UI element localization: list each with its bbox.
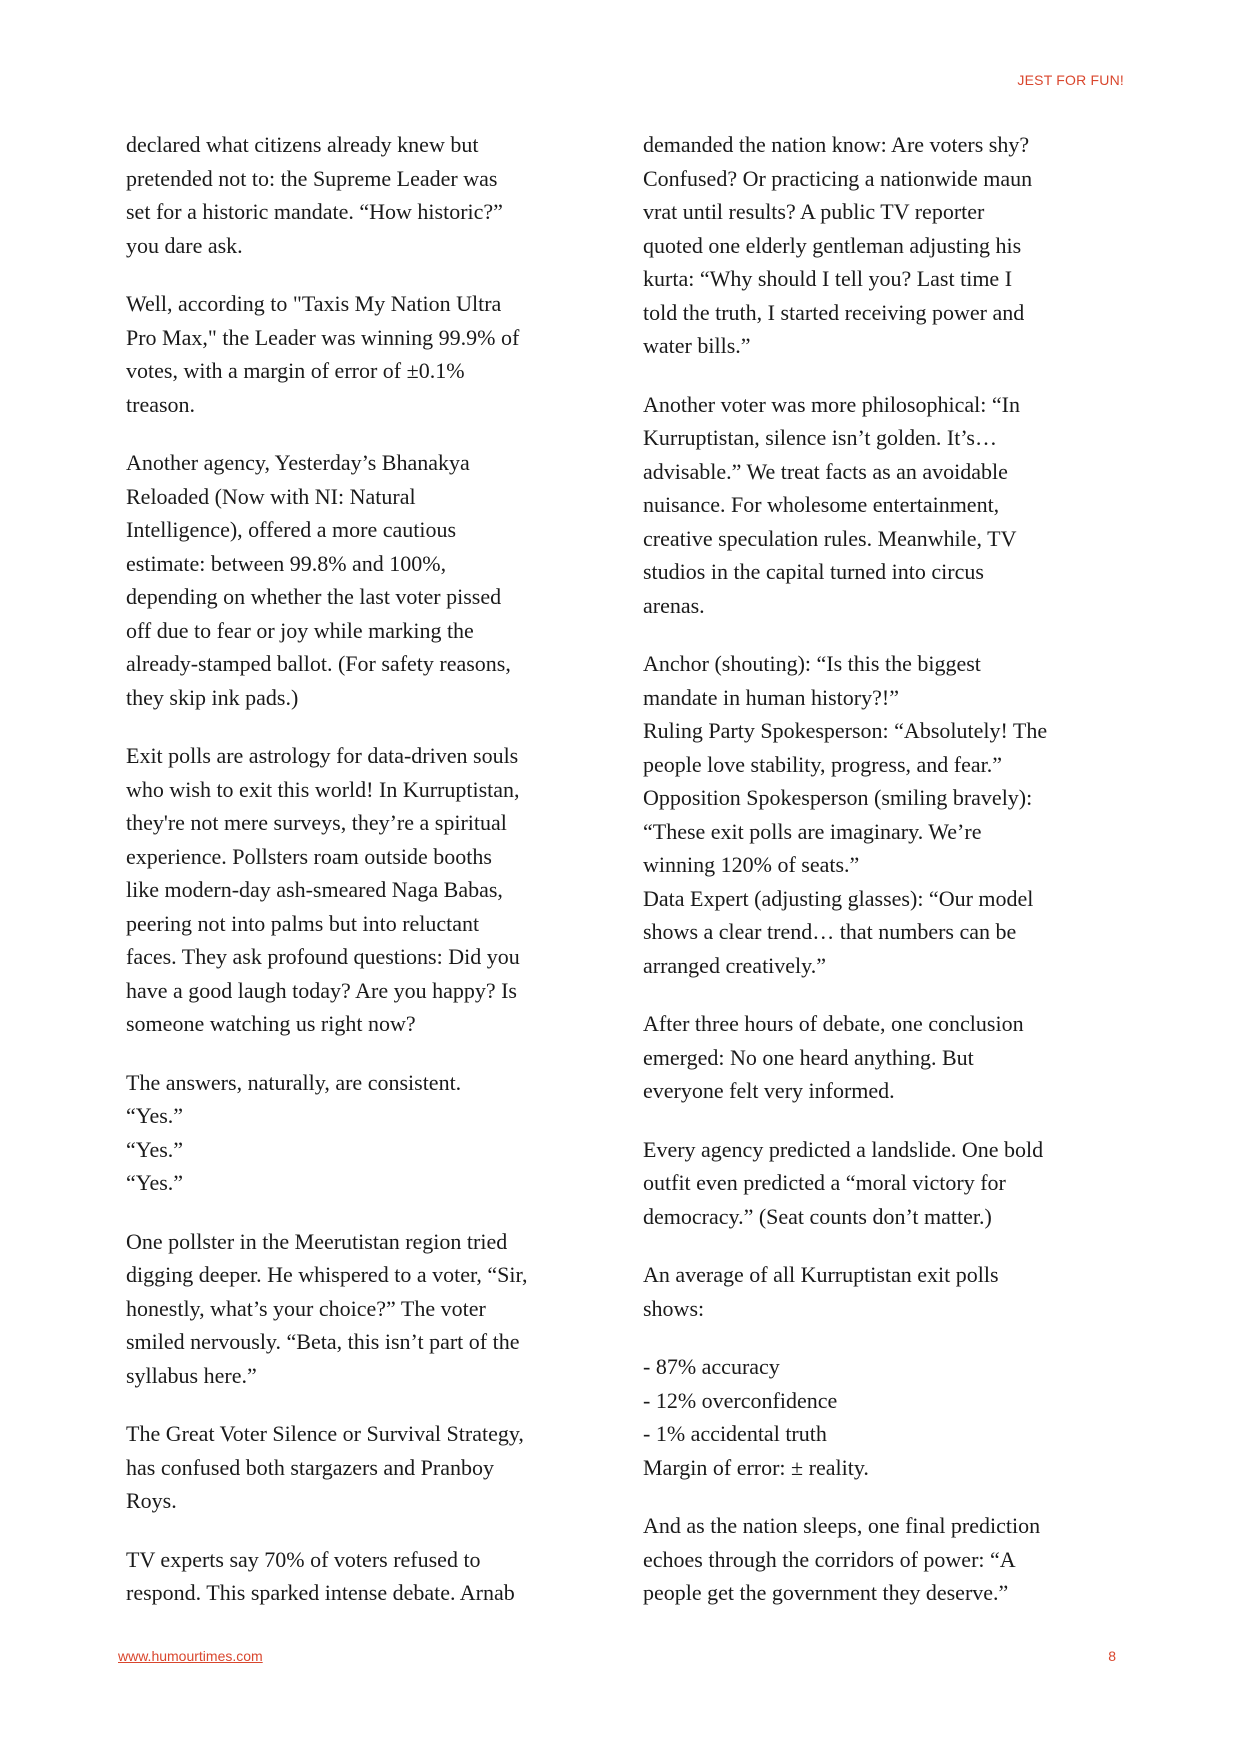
paragraph: Well, according to "Taxis My Nation Ultra Pro Max," the Leader was winning 99.9% of votes, with a margin of error of ±0.1% treason. <box>126 291 520 417</box>
paragraph: Another agency, Yesterday’s Bhanakya Reloaded (Now with NI: Natural Intelligence), offered a more cautious estimate: between 99.8% and 100%, depending on whether the last voter pissed off due to fear or joy while marking the already-stamped ballot. (For safety reasons, they skip ink pads.) <box>126 450 511 710</box>
section-tag: JEST FOR FUN! <box>1017 72 1124 88</box>
paragraph: TV experts say 70% of voters refused to respond. This sparked intense debate. Arnab <box>126 1546 515 1605</box>
left-column <box>126 128 596 1635</box>
paragraph: Exit polls are astrology for data-driven souls who wish to exit this world! In Kurruptistan, they're not mere surveys, they’re a spiritual experience. Pollsters roam outside booths like modern-day ash-smeared Naga Babas, peering not into palms but into reluctant faces. They ask profound questions: Did you have a good laugh today? Are you happy? Is someone watching us right now? <box>126 743 520 1036</box>
paragraph: The answers, naturally, are consistent. “Yes.” “Yes.” “Yes.” <box>126 1069 462 1195</box>
paragraph: - 87% accuracy - 12% overconfidence - 1% accidental truth Margin of error: ± reality. <box>643 1354 869 1480</box>
paragraph: And as the nation sleeps, one final prediction echoes through the corridors of power: “A people get the government they deserve.” <box>643 1513 1041 1605</box>
paragraph: One pollster in the Meerutistan region tried digging deeper. He whispered to a voter, “Sir, honestly, what’s your choice?” The voter smiled nervously. “Beta, this isn’t part of the syllabus here.” <box>126 1228 528 1388</box>
paragraph: An average of all Kurruptistan exit polls shows: <box>643 1262 999 1321</box>
page-number: 8 <box>1108 1648 1116 1664</box>
paragraph: After three hours of debate, one conclusion emerged: No one heard anything. But everyone felt very informed. <box>643 1011 1024 1103</box>
right-column <box>643 128 1113 1635</box>
paragraph: Another voter was more philosophical: “In Kurruptistan, silence isn’t golden. It’s… advisable.” We treat facts as an avoidable nuisance. For wholesome entertainment, creative speculation rules. Meanwhile, TV studios in the capital turned into circus arenas. <box>643 391 1020 618</box>
paragraph: Every agency predicted a landslide. One bold outfit even predicted a “moral victory for democracy.” (Seat counts don’t matter.) <box>643 1136 1044 1229</box>
paragraph: demanded the nation know: Are voters shy? Confused? Or practicing a nationwide maun vrat until results? A public TV reporter quoted one elderly gentleman adjusting his kurta: “Why should I tell you? Last time I told the truth, I started receiving power and water bills.” <box>643 132 1033 358</box>
paragraph: Anchor (shouting): “Is this the biggest mandate in human history?!” Ruling Party Spokesperson: “Absolutely! The people love stability, progress, and fear.” Opposition Spokesperson (smiling bravely): “These exit polls are imaginary. We’re winning 120% of seats.” Data Expert (adjusting glasses): “Our model shows a clear trend… that numbers can be arranged creatively.” <box>643 651 1048 978</box>
paragraph: The Great Voter Silence or Survival Strategy, has confused both stargazers and Pranboy Roys. <box>126 1421 524 1513</box>
website-link[interactable]: www.humourtimes.com <box>118 1648 263 1664</box>
paragraph: declared what citizens already knew but pretended not to: the Supreme Leader was set for a historic mandate. “How historic?” you dare ask. <box>126 132 503 258</box>
